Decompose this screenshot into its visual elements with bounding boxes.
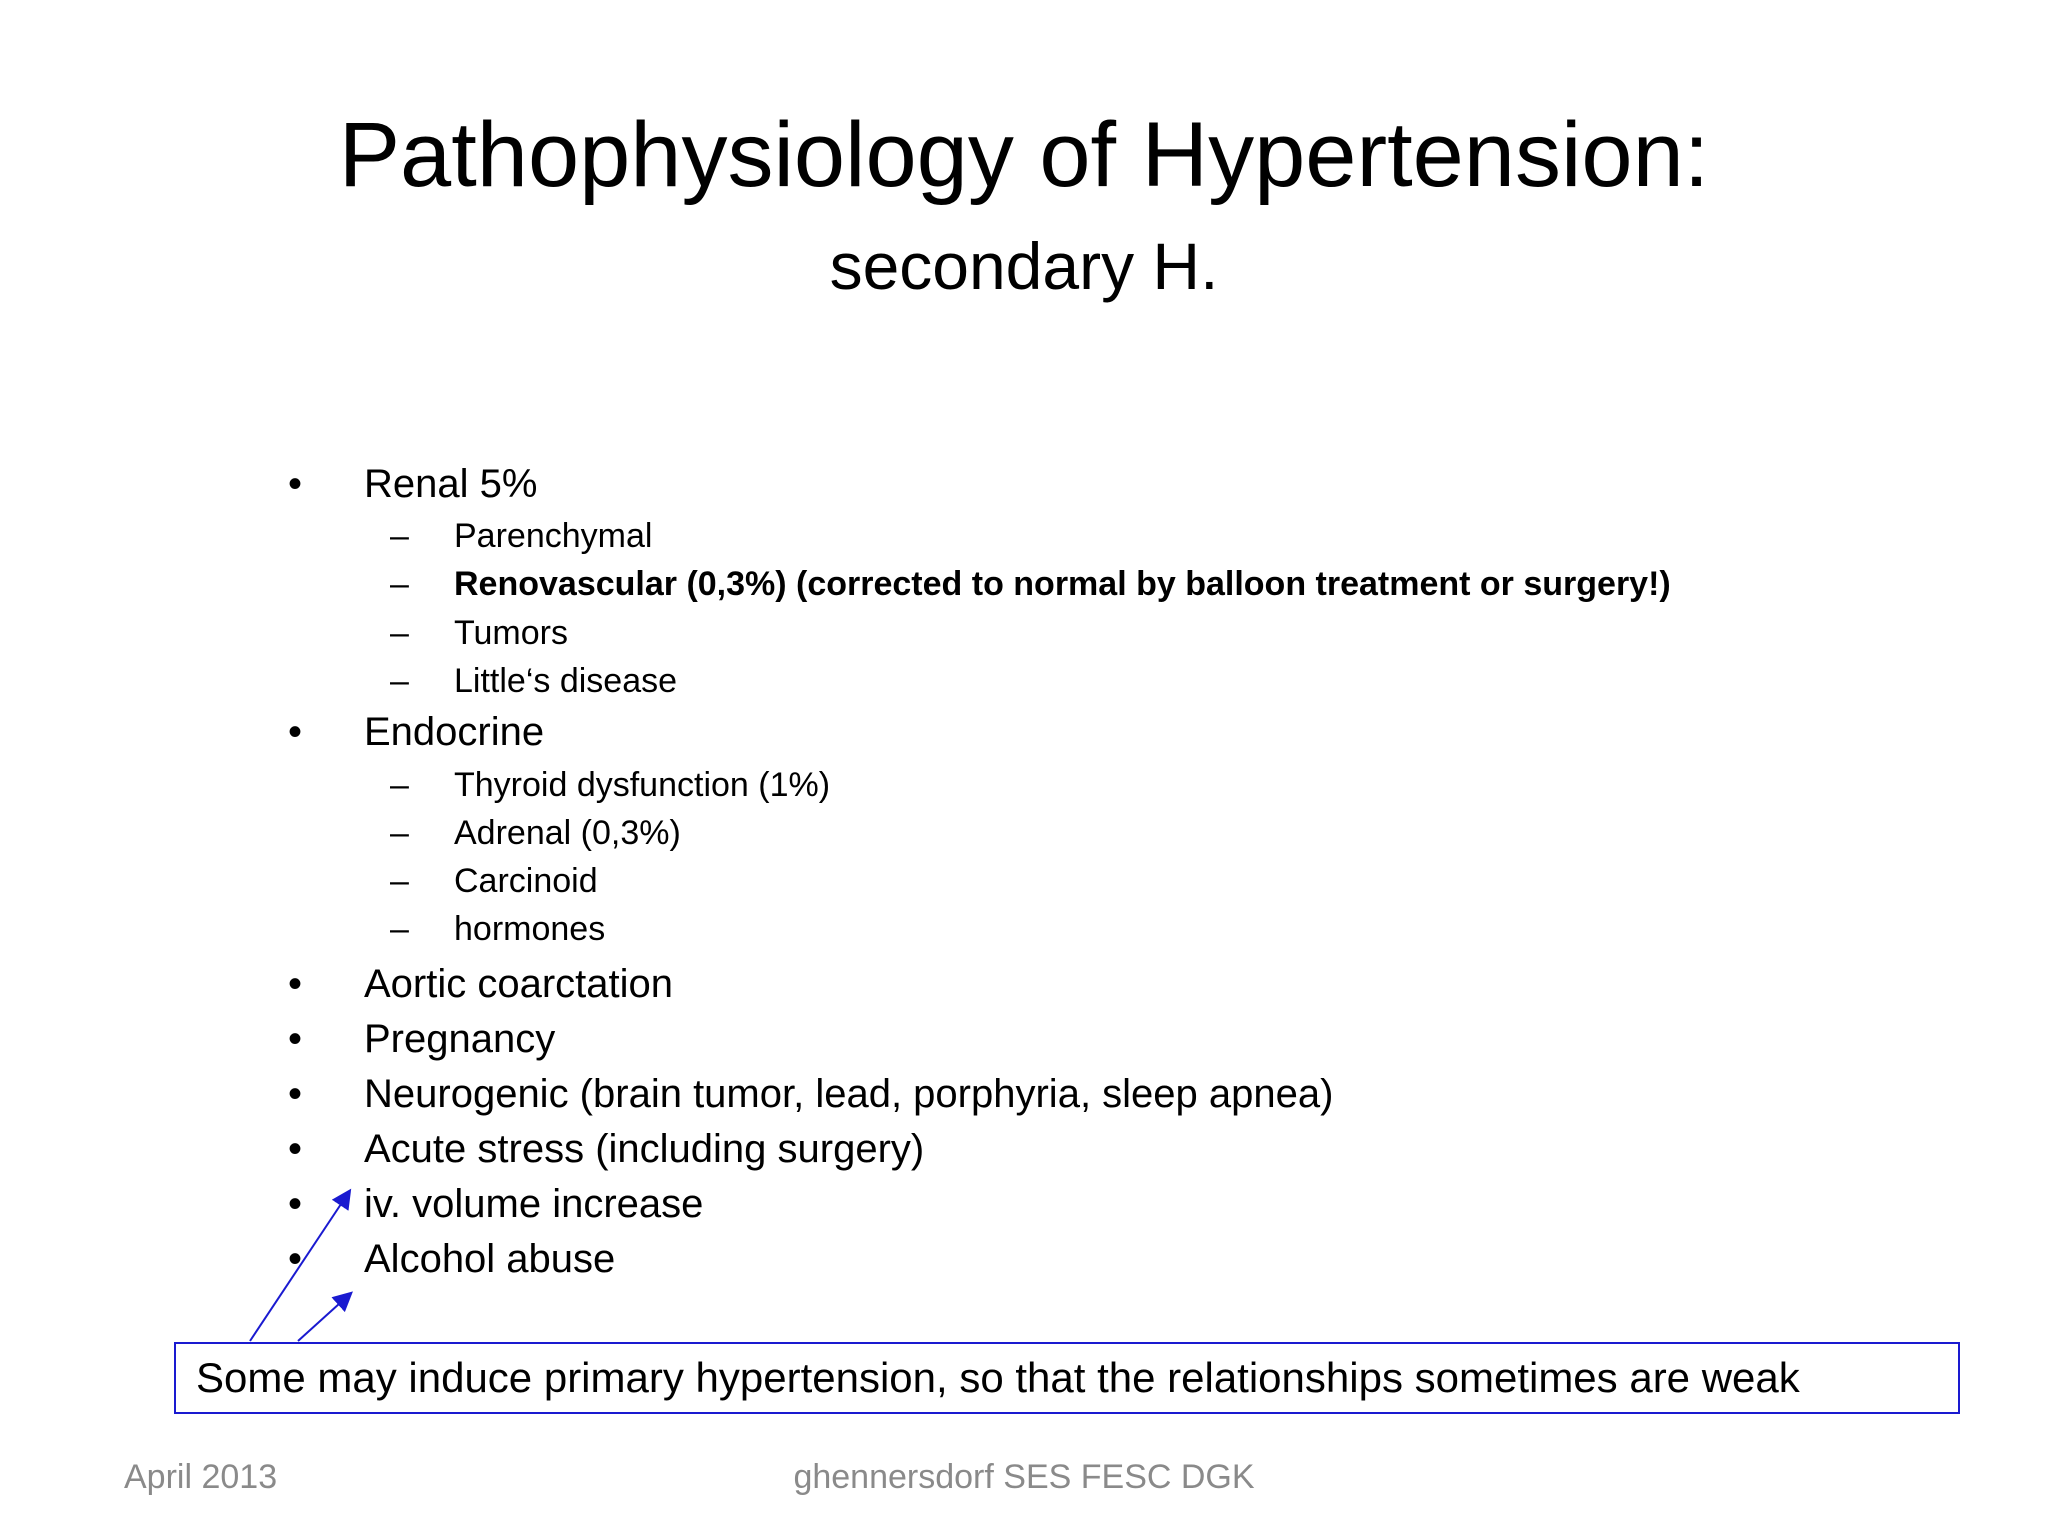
dash-marker: – xyxy=(390,614,409,652)
slide-title: Pathophysiology of Hypertension: xyxy=(338,104,1710,206)
annotation-box: Some may induce primary hypertension, so that the relationships sometimes are weak xyxy=(174,1342,1960,1414)
footer-date: April 2013 xyxy=(124,1458,278,1496)
bullet-marker: • xyxy=(288,1182,303,1226)
sub-bullet-text: Adrenal (0,3%) xyxy=(454,814,681,852)
sub-bullet-text: Thyroid dysfunction (1%) xyxy=(454,766,831,804)
bullet-marker: • xyxy=(288,710,303,754)
sub-bullet-text: Little‘s disease xyxy=(454,662,678,700)
sub-bullet-text: Renovascular (0,3%) (corrected to normal by balloon treatment or surgery!) xyxy=(454,565,1671,603)
dash-marker: – xyxy=(390,910,409,948)
bullet-marker: • xyxy=(288,1017,303,1061)
sub-bullet-text: Parenchymal xyxy=(454,517,653,555)
dash-marker: – xyxy=(390,517,409,555)
dash-marker: – xyxy=(390,814,409,852)
bullet-text: Alcohol abuse xyxy=(364,1237,616,1281)
bullet-text: Endocrine xyxy=(364,710,545,754)
dash-marker: – xyxy=(390,662,409,700)
bullet-marker: • xyxy=(288,1237,303,1281)
dash-marker: – xyxy=(390,565,409,603)
sub-bullet-text: Carcinoid xyxy=(454,862,598,900)
bullet-marker: • xyxy=(288,1072,303,1116)
bullet-text: iv. volume increase xyxy=(364,1182,704,1226)
footer-author: ghennersdorf SES FESC DGK xyxy=(793,1458,1255,1496)
bullet-text: Aortic coarctation xyxy=(364,962,674,1006)
bullet-marker: • xyxy=(288,462,303,506)
dash-marker: – xyxy=(390,862,409,900)
bullet-text: Renal 5% xyxy=(364,462,538,506)
bullet-marker: • xyxy=(288,1127,303,1171)
bullet-text: Neurogenic (brain tumor, lead, porphyria, sleep apnea) xyxy=(364,1072,1334,1116)
sub-bullet-text: hormones xyxy=(454,910,606,948)
sub-bullet-text: Tumors xyxy=(454,614,568,652)
arrow-to-iv-volume xyxy=(250,1192,349,1341)
arrow-to-alcohol-abuse xyxy=(298,1294,350,1341)
bullet-marker: • xyxy=(288,962,303,1006)
bullet-text: Pregnancy xyxy=(364,1017,556,1061)
dash-marker: – xyxy=(390,766,409,804)
slide-subtitle: secondary H. xyxy=(829,229,1219,303)
bullet-text: Acute stress (including surgery) xyxy=(364,1127,925,1171)
